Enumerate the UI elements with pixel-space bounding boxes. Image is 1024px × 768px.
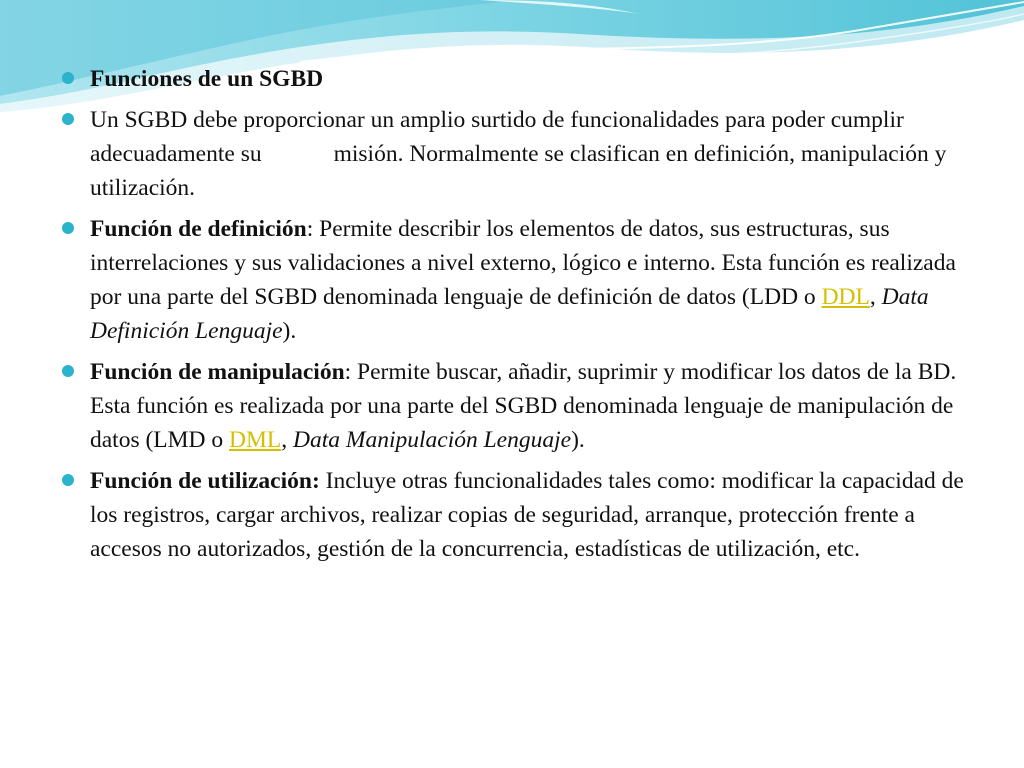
definition-sep: , (869, 284, 882, 310)
list-item (62, 464, 972, 566)
bullet-dot-icon (62, 72, 74, 84)
manipulation-end: ). (571, 427, 585, 453)
bullet-dot-icon (62, 113, 74, 125)
bullet-dot-icon (62, 222, 74, 234)
slide-heading: Funciones de un SGBD (90, 66, 324, 92)
dml-link[interactable]: DML (229, 427, 282, 453)
definition-italic: Data Definición Lenguaje (90, 284, 929, 344)
list-item (62, 212, 972, 348)
definition-text: : Permite describir los elementos de datos, sus estructuras, sus interrelaciones y sus validaciones a nivel externo, lógico e interno. Esta función es realizada por una parte del SGBD denominada lenguaje de definición de datos (LDD o (90, 216, 956, 310)
bullet-list (62, 62, 972, 566)
bullet-dot-icon (62, 474, 74, 486)
list-item (62, 62, 972, 96)
manipulation-italic: Data Manipulación Lenguaje (293, 427, 572, 453)
utilization-text: Incluye otras funcionalidades tales como: modificar la capacidad de los registros, cargar archivos, realizar copias de seguridad, arranque, protección frente a accesos no autorizados, gestión de la concurrencia, estadísticas de utilización, etc. (90, 468, 964, 562)
ddl-link[interactable]: DDL (821, 284, 870, 310)
definition-end: ). (282, 318, 297, 344)
utilization-title: Función de utilización: (90, 468, 320, 494)
manipulation-title: Función de manipulación (90, 359, 345, 385)
list-item (62, 103, 972, 205)
intro-text-part2: misión. Normalmente se clasifican en definición, manipulación y utilización. (90, 141, 947, 201)
intro-text-part1: Un SGBD debe proporcionar un amplio surtido de funcionalidades para poder cumplir adecuadamente su (90, 107, 904, 167)
bullet-dot-icon (62, 365, 74, 377)
manipulation-sep: , (281, 427, 288, 453)
slide-content (62, 62, 972, 573)
manipulation-text: : Permite buscar, añadir, suprimir y modificar los datos de la BD. Esta función es realizada por una parte del SGBD denominada lenguaje de manipulación de datos (LMD o (90, 359, 957, 453)
definition-title: Función de definición (90, 216, 307, 242)
list-item (62, 355, 972, 457)
